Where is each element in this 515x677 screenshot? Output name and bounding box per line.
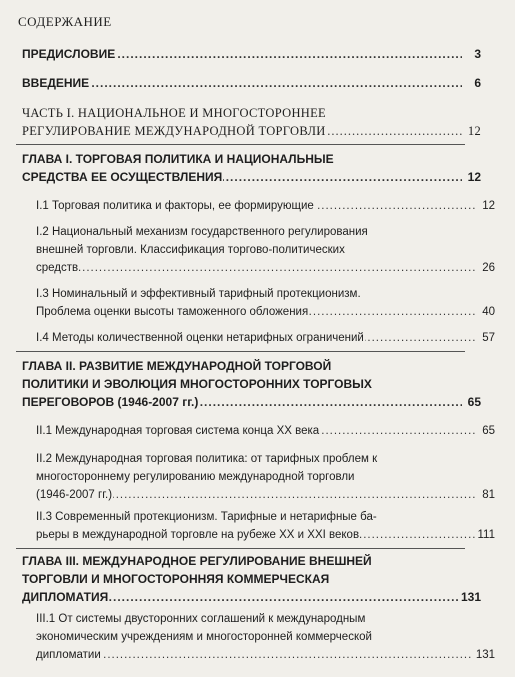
entry-text: ГЛАВА II. РАЗВИТИЕ МЕЖДУНАРОДНОЙ ТОРГОВОЙ <box>22 359 332 373</box>
toc-entry-chapter-1[interactable] <box>0 150 501 186</box>
entry-text: экономическим учреждениям и многосторонней коммерческой <box>36 631 372 643</box>
entry-text: средств <box>36 262 79 274</box>
entry-text: ЧАСТЬ I. НАЦИОНАЛЬНОЕ И МНОГОСТОРОННЕЕ <box>22 106 326 120</box>
entry-text: ПЕРЕГОВОРОВ (1946-2007 гг.) <box>22 395 199 409</box>
page-number: 12 <box>476 197 495 215</box>
entry-text: I.2 Национальный механизм государственного регулирования <box>36 226 368 238</box>
section-divider <box>16 548 465 549</box>
page-number: 40 <box>476 303 495 321</box>
page-number: 12 <box>462 122 481 140</box>
toc-title: СОДЕРЖАНИЕ <box>18 14 112 29</box>
page-number: 6 <box>462 74 481 92</box>
page-number: 131 <box>458 588 481 606</box>
page-number: 65 <box>462 393 481 411</box>
entry-text: (1946-2007 гг.) <box>36 489 113 501</box>
toc-entry-section-1-2[interactable] <box>0 223 515 277</box>
entry-text: многостороннему регулированию международной торговли <box>36 471 355 483</box>
entry-text: ВВЕДЕНИЕ <box>22 76 90 90</box>
entry-text: рьеры в международной торговле на рубеже XX и XXI веков <box>36 529 360 541</box>
entry-text: II.2 Международная торговая политика: от тарифных проблем к <box>36 453 378 465</box>
toc-entry-section-2-3[interactable] <box>0 508 515 544</box>
toc-entry-chapter-3[interactable] <box>0 552 501 606</box>
entry-text: I.4 Методы количественной оценки нетарифных ограничений <box>36 332 364 344</box>
toc-entry-section-2-1[interactable] <box>0 422 515 440</box>
toc-entry-section-1-3[interactable] <box>0 285 515 321</box>
entry-text: Проблема оценки высоты таможенного обложения <box>36 306 309 318</box>
entry-text: ДИПЛОМАТИЯ <box>22 590 109 604</box>
entry-text: ПОЛИТИКИ И ЭВОЛЮЦИЯ МНОГОСТОРОННИХ ТОРГОВЫХ <box>22 377 372 391</box>
page-number: 3 <box>462 45 481 63</box>
toc-entry-part-1[interactable] <box>0 104 501 140</box>
page-number: 65 <box>476 422 495 440</box>
entry-text: I.3 Номинальный и эффективный тарифный протекционизм. <box>36 288 361 300</box>
page-number: 81 <box>476 486 495 504</box>
entry-text: III.1 От системы двусторонних соглашений к международным <box>36 613 366 625</box>
toc-entry-introduction[interactable] <box>0 74 501 92</box>
entry-text: РЕГУЛИРОВАНИЕ МЕЖДУНАРОДНОЙ ТОРГОВЛИ <box>22 124 326 138</box>
page-number: 12 <box>462 168 481 186</box>
toc-entry-section-1-1[interactable] <box>0 197 515 215</box>
page-number: 57 <box>476 329 495 347</box>
entry-text: СРЕДСТВА ЕЕ ОСУЩЕСТВЛЕНИЯ <box>22 170 223 184</box>
toc-entry-section-1-4[interactable] <box>0 329 515 347</box>
entry-text: ГЛАВА III. МЕЖДУНАРОДНОЕ РЕГУЛИРОВАНИЕ ВНЕШНЕЙ <box>22 554 372 568</box>
entry-text: ТОРГОВЛИ И МНОГОСТОРОННЯЯ КОММЕРЧЕСКАЯ <box>22 572 330 586</box>
toc-entry-preface[interactable] <box>0 45 501 63</box>
entry-text: дипломатии <box>36 649 101 661</box>
entry-text: I.1 Торговая политика и факторы, ее формирующие <box>36 200 314 212</box>
section-divider <box>16 144 465 145</box>
entry-text: II.3 Современный протекционизм. Тарифные и нетарифные ба- <box>36 511 377 523</box>
entry-text: внешней торговли. Классификация торгово-политических <box>36 244 345 256</box>
entry-text: II.1 Международная торговая система конца XX века <box>36 425 320 437</box>
page-number: 131 <box>473 646 495 664</box>
page-number: 111 <box>475 526 495 544</box>
toc-entry-section-2-2[interactable] <box>0 450 515 504</box>
entry-text: ГЛАВА I. ТОРГОВАЯ ПОЛИТИКА И НАЦИОНАЛЬНЫЕ <box>22 152 334 166</box>
entry-text: ПРЕДИСЛОВИЕ <box>22 47 116 61</box>
toc-entry-section-3-1[interactable] <box>0 610 515 664</box>
section-divider <box>16 351 465 352</box>
toc-entry-chapter-2[interactable] <box>0 357 501 411</box>
page-number: 26 <box>476 259 495 277</box>
